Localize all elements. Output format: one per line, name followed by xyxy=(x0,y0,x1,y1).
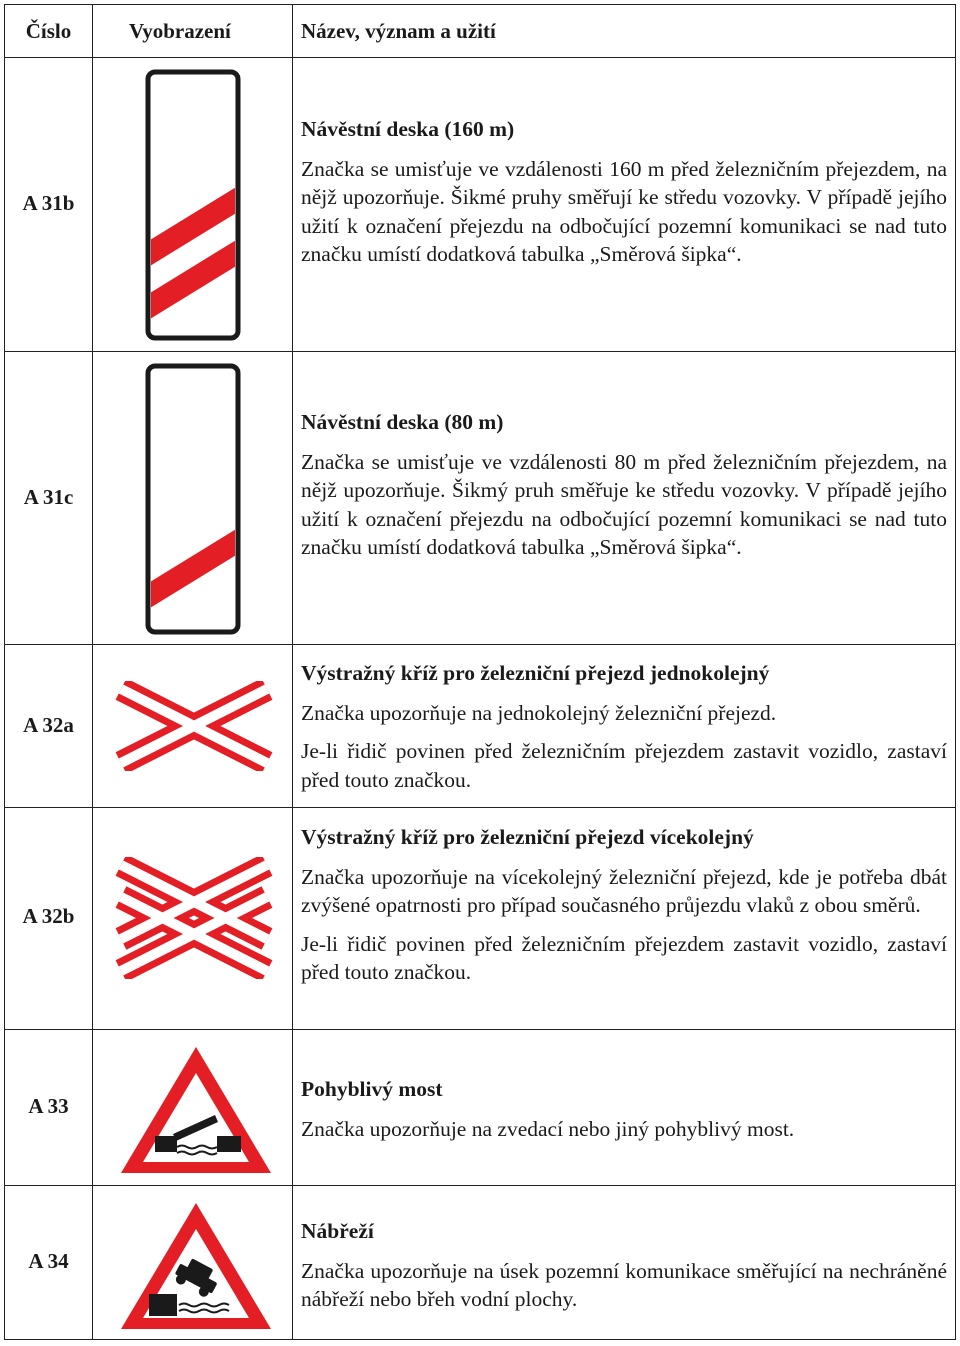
sign-title: Návěstní deska (80 m) xyxy=(301,410,504,434)
quayside-icon xyxy=(117,1199,275,1333)
row-divider xyxy=(5,1029,955,1030)
sign-description xyxy=(301,659,947,794)
header-name: Název, význam a užití xyxy=(301,19,496,43)
sign-title: Návěstní deska (160 m) xyxy=(301,117,515,141)
column-divider xyxy=(292,5,293,1339)
distance-board-one-stripe-icon xyxy=(145,363,241,635)
sign-paragraph: Značka upozorňuje na jednokolejný železniční přejezd. xyxy=(301,700,777,725)
row-divider xyxy=(5,351,955,352)
sign-paragraph: Značka upozorňuje na zvedací nebo jiný pohyblivý most. xyxy=(301,1116,795,1141)
single-track-crossbuck-icon xyxy=(113,681,275,771)
row-divider xyxy=(5,644,955,645)
row-divider xyxy=(5,57,955,58)
sign-title: Výstražný kříž pro železniční přejezd jednokolejný xyxy=(301,661,770,685)
sign-paragraph: Je-li řidič povinen před železničním přejezdem zastavit vozidlo, zastaví před touto značkou. xyxy=(301,739,947,792)
sign-description xyxy=(301,408,947,562)
header-number: Číslo xyxy=(25,19,72,43)
sign-code: A 33 xyxy=(28,1094,69,1118)
sign-paragraph: Značka upozorňuje na vícekolejný železniční přejezd, kde je potřeba dbát zvýšené opatrnosti pro případ současného průjezdu vlaků z obou směrů. xyxy=(301,864,947,918)
sign-paragraph: Značka upozorňuje na úsek pozemní komunikace směřující na nechráněné nábřeží nebo břeh vodní plochy. xyxy=(301,1258,947,1312)
sign-description xyxy=(301,1075,947,1143)
movable-bridge-icon xyxy=(117,1043,275,1177)
sign-code: A 32a xyxy=(23,713,74,737)
sign-code: A 32b xyxy=(22,904,75,928)
header-image: Vyobrazení xyxy=(129,19,231,43)
sign-paragraph: Značka se umisťuje ve vzdálenosti 80 m před železničním přejezdem, na nějž upozorňuje. Šikmý pruh směřuje ke středu vozovky. V případě jejího užití k označení přejezdu na odbočující pozemní komunikaci se nad tuto značku umístí dodatková tabulka „Směrová šipka“. xyxy=(301,449,947,560)
sign-description xyxy=(301,1217,947,1314)
sign-title: Pohyblivý most xyxy=(301,1077,443,1101)
sign-paragraph: Je-li řidič povinen před železničním přejezdem zastavit vozidlo, zastaví před touto značkou. xyxy=(301,931,947,985)
sign-title: Nábřeží xyxy=(301,1219,374,1243)
row-divider xyxy=(5,1185,955,1186)
column-divider xyxy=(92,5,93,1339)
signs-table xyxy=(4,4,956,1340)
sign-title: Výstražný kříž pro železniční přejezd vícekolejný xyxy=(301,825,754,849)
sign-paragraph: Značka se umisťuje ve vzdálenosti 160 m před železničním přejezdem, na nějž upozorňuje. Šikmé pruhy směřují ke středu vozovky. V případě jejího užití k označení přejezdu na odbočující pozemní komunikaci se nad tuto značku umístí dodatková tabulka „Směrová šipka“. xyxy=(301,156,947,267)
sign-description xyxy=(301,115,947,269)
sign-description xyxy=(301,823,947,987)
sign-code: A 31b xyxy=(22,191,75,215)
sign-code: A 31c xyxy=(23,485,74,509)
multi-track-crossbuck-icon xyxy=(113,857,275,979)
distance-board-two-stripes-icon xyxy=(145,69,241,341)
sign-code: A 34 xyxy=(28,1249,69,1273)
row-divider xyxy=(5,807,955,808)
